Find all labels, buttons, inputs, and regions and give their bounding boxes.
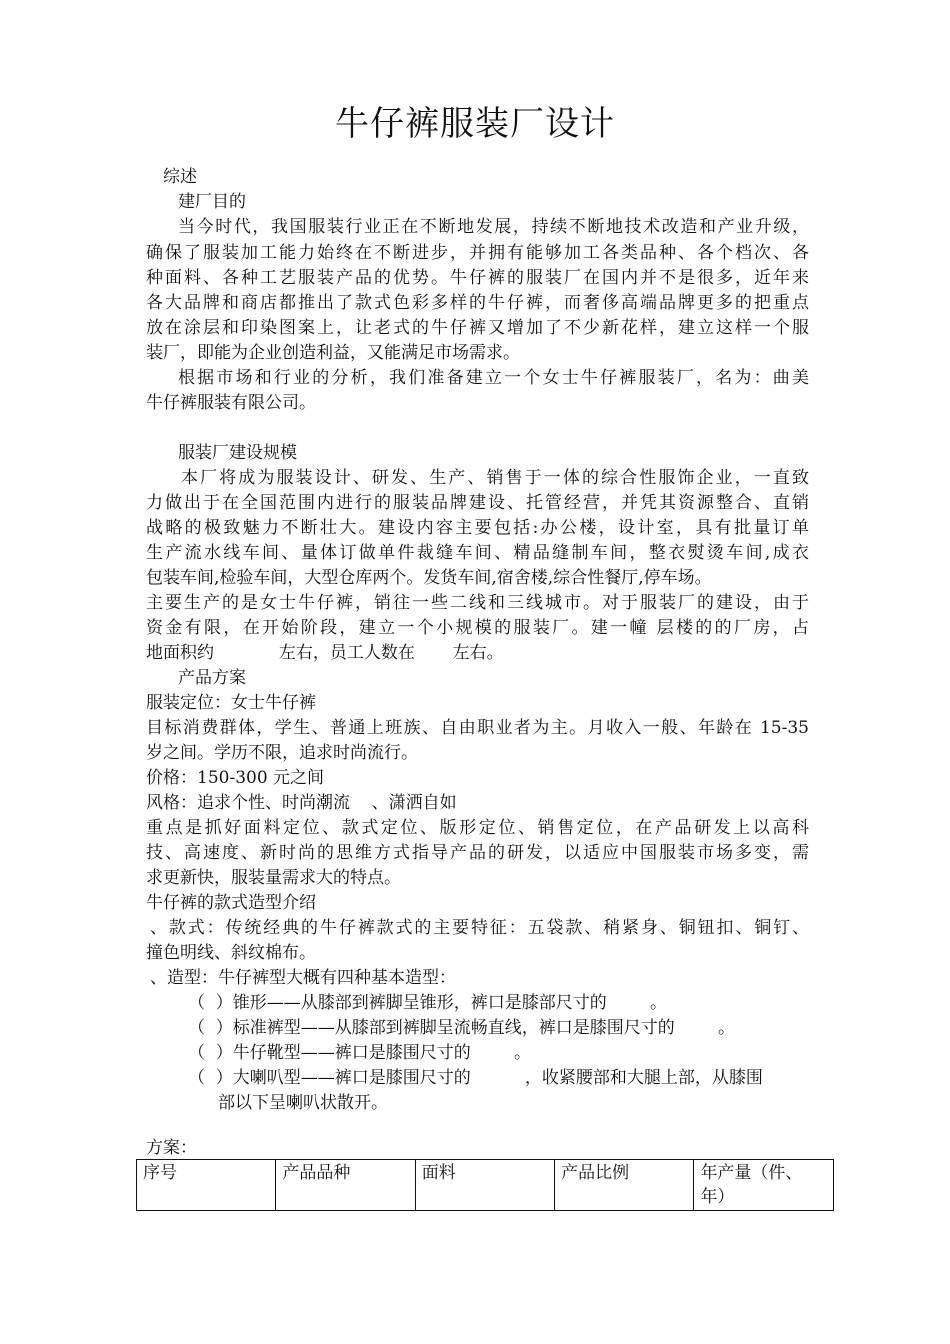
paragraph-line: 重点是抓好面料定位、款式定位、版形定位、销售定位，在产品研发上以高科 xyxy=(146,818,809,838)
paragraph-line: 、款式：传统经典的牛仔裤款式的主要特征：五袋款、稍紧身、铜钮扣、铜钉、 xyxy=(150,918,809,938)
paragraph-line: 战略的极致魅力不断壮大。建设内容主要包括:办公楼，设计室，具有批量订单 xyxy=(146,518,809,538)
paragraph-line: 地面积约 左右，员工人数在 左右。 xyxy=(146,643,504,663)
paragraph-line: 装厂，即能为企业创造利益，又能满足市场需求。 xyxy=(146,343,520,363)
paragraph-line: 岁之间。学历不限，追求时尚流行。 xyxy=(146,743,418,763)
product-positioning: 服装定位：女士牛仔裤 xyxy=(146,693,316,713)
table-header-cell: 产品比例 xyxy=(555,1160,694,1211)
paragraph-line: 技、高速度、新时尚的思维方式指导产品的研发，以适应中国服装市场多变，需 xyxy=(146,843,809,863)
paragraph-line: 生产流水线车间、量体订做单件裁缝车间、精品缝制车间，整衣熨烫车间,成衣 xyxy=(146,543,809,563)
list-item: 部以下呈喇叭状散开。 xyxy=(218,1093,388,1113)
paragraph-line: 当今时代，我国服装行业正在不断地发展，持续不断地技术改造和产业升级， xyxy=(178,217,809,237)
paragraph-line: 力做出于在全国范围内进行的服装品牌建设、托管经营，并凭其资源整合、直销 xyxy=(146,493,809,513)
table-header-cell: 面料 xyxy=(415,1160,554,1211)
paragraph-line: 各大品牌和商店都推出了款式色彩多样的牛仔裤，而奢侈高端品牌更多的把重点 xyxy=(146,293,809,313)
list-item: （ ）锥形——从膝部到裤脚呈锥形，裤口是膝部尺寸的 。 xyxy=(188,993,668,1013)
paragraph-line: 根据市场和行业的分析，我们准备建立一个女士牛仔裤服装厂，名为：曲美 xyxy=(178,368,809,388)
paragraph-line: 牛仔裤服装有限公司。 xyxy=(146,393,316,413)
heading-jeans-styles: 牛仔裤的款式造型介绍 xyxy=(146,893,316,913)
list-item: （ ）牛仔靴型——裤口是膝围尺寸的 。 xyxy=(188,1043,532,1063)
table-header-cell: 序号 xyxy=(137,1160,276,1211)
list-item: （ ）标准裤型——从膝部到裤脚呈流畅直线，裤口是膝围尺寸的 。 xyxy=(188,1018,736,1038)
paragraph-line: 主要生产的是女士牛仔裤，销往一些二线和三线城市。对于服装厂的建设，由于 xyxy=(146,593,809,613)
heading-plan: 方案： xyxy=(146,1138,197,1158)
table-header-row xyxy=(137,1160,834,1211)
paragraph-line: 求更新快，服装量需求大的特点。 xyxy=(146,868,401,888)
document-title: 牛仔裤服装厂设计 xyxy=(335,104,615,144)
heading-product-plan: 产品方案 xyxy=(178,668,246,688)
heading-purpose: 建厂目的 xyxy=(178,192,246,212)
list-item: （ ）大喇叭型——裤口是膝围尺寸的 ，收紧腰部和大腿上部，从膝围 xyxy=(188,1068,763,1088)
price-range: 价格：150-300 元之间 xyxy=(146,768,325,788)
paragraph-line: 种面料、各种工艺服装产品的优势。牛仔裤的服装厂在国内并不是很多，近年来 xyxy=(146,268,809,288)
heading-scale: 服装厂建设规模 xyxy=(178,443,297,463)
paragraph-line: 资金有限，在开始阶段，建立一个小规模的服装厂。建一幢 层楼的的厂房，占 xyxy=(146,618,809,638)
table-header-cell: 产品品种 xyxy=(276,1160,415,1211)
paragraph-line: 确保了服装加工能力始终在不断进步，并拥有能够加工各类品种、各个档次、各 xyxy=(146,243,809,263)
style-line: 风格：追求个性、时尚潮流 、潇洒自如 xyxy=(146,793,457,813)
heading-overview: 综述 xyxy=(163,167,197,187)
plan-table xyxy=(136,1159,834,1211)
paragraph-line: 本厂将成为服装设计、研发、生产、销售于一体的综合性服饰企业，一直致 xyxy=(181,468,809,488)
paragraph-line: 包装车间,检验车间，大型仓库两个。发货车间,宿舍楼,综合性餐厅,停车场。 xyxy=(146,568,712,588)
table-header-cell: 年产量（件、年） xyxy=(694,1160,834,1211)
paragraph-line: 撞色明线、斜纹棉布。 xyxy=(146,943,316,963)
paragraph-line: 放在涂层和印染图案上，让老式的牛仔裤又增加了不少新花样，建立这样一个服 xyxy=(146,318,809,338)
paragraph-line: 、造型：牛仔裤型大概有四种基本造型： xyxy=(150,968,456,988)
target-consumers: 目标消费群体，学生、普通上班族、自由职业者为主。月收入一般、年龄在 15-35 xyxy=(146,718,809,738)
